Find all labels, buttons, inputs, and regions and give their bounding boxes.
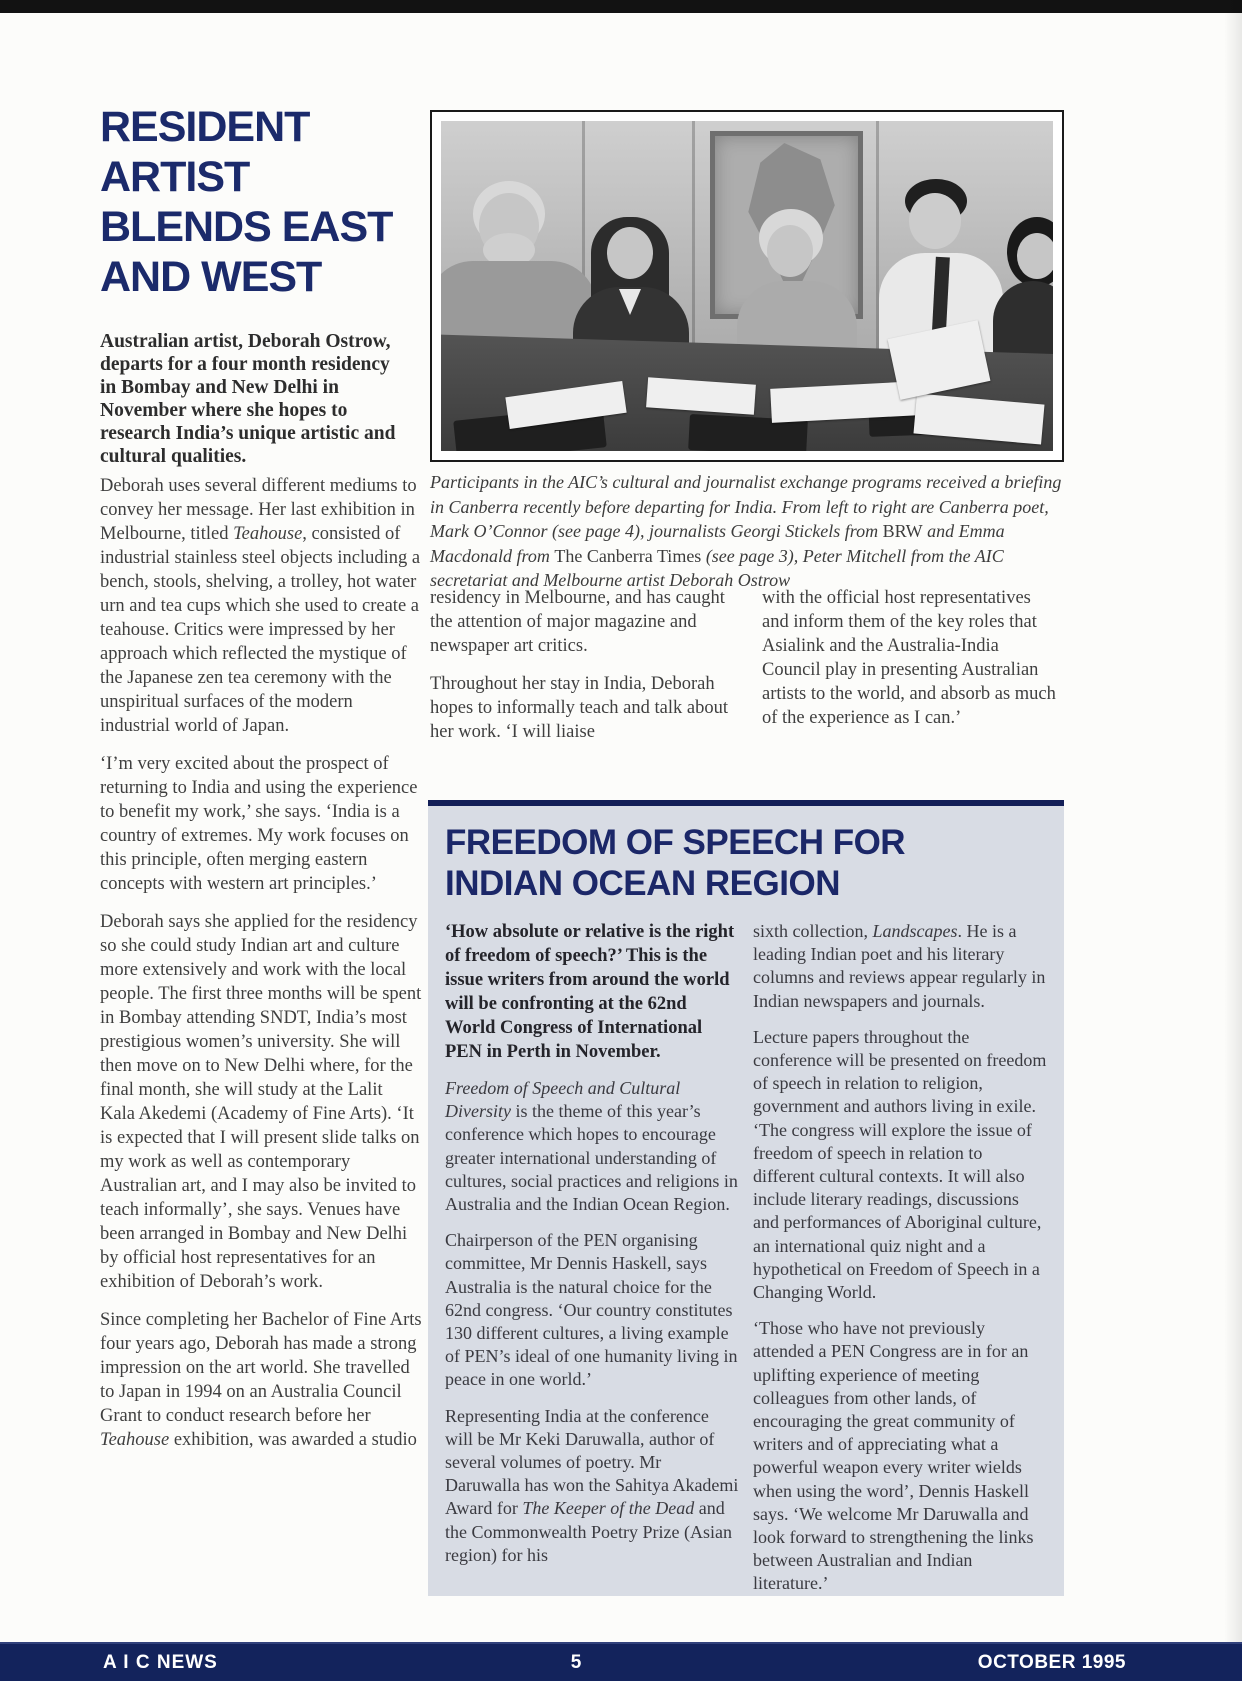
paragraph: Deborah uses several different mediums to convey her message. Her last exhibition in Melbourne, titled Teahouse, consisted of industrial stainless steel objects including a bench, stools, shelving, a trolley, hot water urn and tea cups which she used to create a teahouse. Critics were impressed by her approach which reflected the mystique of the Japanese zen tea ceremony with the unspiritual surfaces of the modern industrial world of Japan. [100, 476, 421, 736]
article-middle-column [430, 586, 735, 786]
box-columns [445, 920, 1047, 1596]
wall-panel-line [692, 121, 695, 359]
article-title-line: AND WEST [100, 253, 322, 301]
photo-frame [430, 110, 1064, 462]
paragraph: Freedom of Speech and Cultural Diversity is the theme of this year’s conference which hopes to encourage greater international understanding of cultures, social practices and religions in Australia and the Indian Ocean Region. [445, 1078, 738, 1215]
article-title-line: ARTIST [100, 153, 250, 201]
article-left-column [100, 474, 422, 1594]
photo-caption: Participants in the AIC’s cultural and journalist exchange programs received a briefing in Canberra recently before departing for India. From left to right are Canberra poet, Mark O’Connor (see page 4), journalists Georgi Stickels from BRW and Emma Macdonald from The Canberra Times (see page 3), Peter Mitchell from the AIC secretariat and Melbourne artist Deborah Ostrow [430, 472, 1062, 590]
freedom-of-speech-box [428, 800, 1064, 1596]
top-black-bar [0, 0, 1242, 13]
paragraph: Lecture papers throughout the conference will be presented on freedom of speech in relation to religion, government and authors living in exile. ‘The congress will explore the issue of freedom of speech in relation to different cultural contexts. It will also include literary readings, discussions and performances of Aboriginal culture, an international quiz night and a hypothetical on Freedom of Speech in a Changing World. [753, 1026, 1047, 1303]
box-title [445, 822, 1047, 904]
article-title [100, 102, 430, 302]
box-standfirst: ‘How absolute or relative is the right of freedom of speech?’ This is the issue writers from around the world will be confronting at the 62nd World Congress of International PEN in Perth in November. [445, 922, 735, 1062]
footer-publication-name: A I C NEWS [103, 1652, 218, 1673]
box-title-line: INDIAN OCEAN REGION [445, 864, 840, 903]
paragraph: residency in Melbourne, and has caught the attention of major magazine and newspaper art critics. [430, 588, 725, 656]
page-footer [0, 1642, 1242, 1681]
paragraph: Since completing her Bachelor of Fine Arts four years ago, Deborah has made a strong impression on the art world. She travelled to Japan in 1994 on an Australia Council Grant to conduct research before her Teahouse exhibition, was awarded a studio [100, 1310, 422, 1450]
paragraph: with the official host representatives and inform them of the key roles that Asialink and the Australia-India Council play in presenting Australian artists to the world, and absorb as much of the experience as I can.’ [762, 588, 1056, 728]
article-title-line: RESIDENT [100, 103, 310, 151]
paragraph: Chairperson of the PEN organising committee, Mr Dennis Haskell, says Australia is the natural choice for the 62nd congress. ‘Our country constitutes 130 different cultures, a living example of PEN’s ideal of one humanity living in peace in one world.’ [445, 1230, 738, 1390]
paragraph: Deborah says she applied for the residency so she could study Indian art and culture more extensively and work with the local people. The first three months will be spent in Bombay attending SNDT, India’s most prestigious women’s university. She will then move on to New Delhi where, for the final month, she will study at the Lalit Kala Akedemi (Academy of Fine Arts). ‘It is expected that I will present slide talks on my work as well as contemporary Australian art, and I may also be invited to teach informally’, she says. Venues have been arranged in Bombay and New Delhi by official host representatives for an exhibition of Deborah’s work. [100, 912, 422, 1292]
paragraph: ‘Those who have not previously attended a PEN Congress are in for an uplifting experience of meeting colleagues from other lands, of encouraging the great community of writers and of appreciating what a powerful weapon every writer wields when using the word’, Dennis Haskell says. ‘We welcome Mr Daruwalla and look forward to strengthening the links between Australian and Indian literature.’ [753, 1318, 1034, 1594]
paragraph: ‘I’m very excited about the prospect of returning to India and using the experience to benefit my work,’ she says. ‘India is a country of extremes. My work focuses on this principle, often merging eastern concepts with western art principles.’ [100, 754, 418, 894]
paragraph: Throughout her stay in India, Deborah hopes to informally teach and talk about her work. ‘I will liaise [430, 674, 728, 742]
footer-page-number: 5 [570, 1652, 582, 1673]
box-title-line: FREEDOM OF SPEECH FOR [445, 823, 906, 862]
paragraph: sixth collection, Landscapes. He is a leading Indian poet and his literary columns and reviews appear regularly in Indian newspapers and journals. [753, 921, 1046, 1011]
article-title-line: BLENDS EAST [100, 203, 393, 251]
article-standfirst: Australian artist, Deborah Ostrow, departs for a four month residency in Bombay and New Delhi in November where she hopes to research India’s unique artistic and cultural qualities. [100, 331, 396, 467]
footer-date: OCTOBER 1995 [977, 1652, 1126, 1673]
page-edge-shadow [1224, 0, 1242, 1681]
paragraph: Representing India at the conference will be Mr Keki Daruwalla, author of several volumes of poetry. Mr Daruwalla has won the Sahitya Akademi Award for The Keeper of the Dead and the Commonwealth Poetry Prize (Asian region) for his [445, 1405, 739, 1565]
meeting-photo [441, 121, 1053, 451]
article-right-column [762, 586, 1062, 786]
box-right-column [753, 920, 1047, 1596]
box-left-column [445, 920, 739, 1596]
